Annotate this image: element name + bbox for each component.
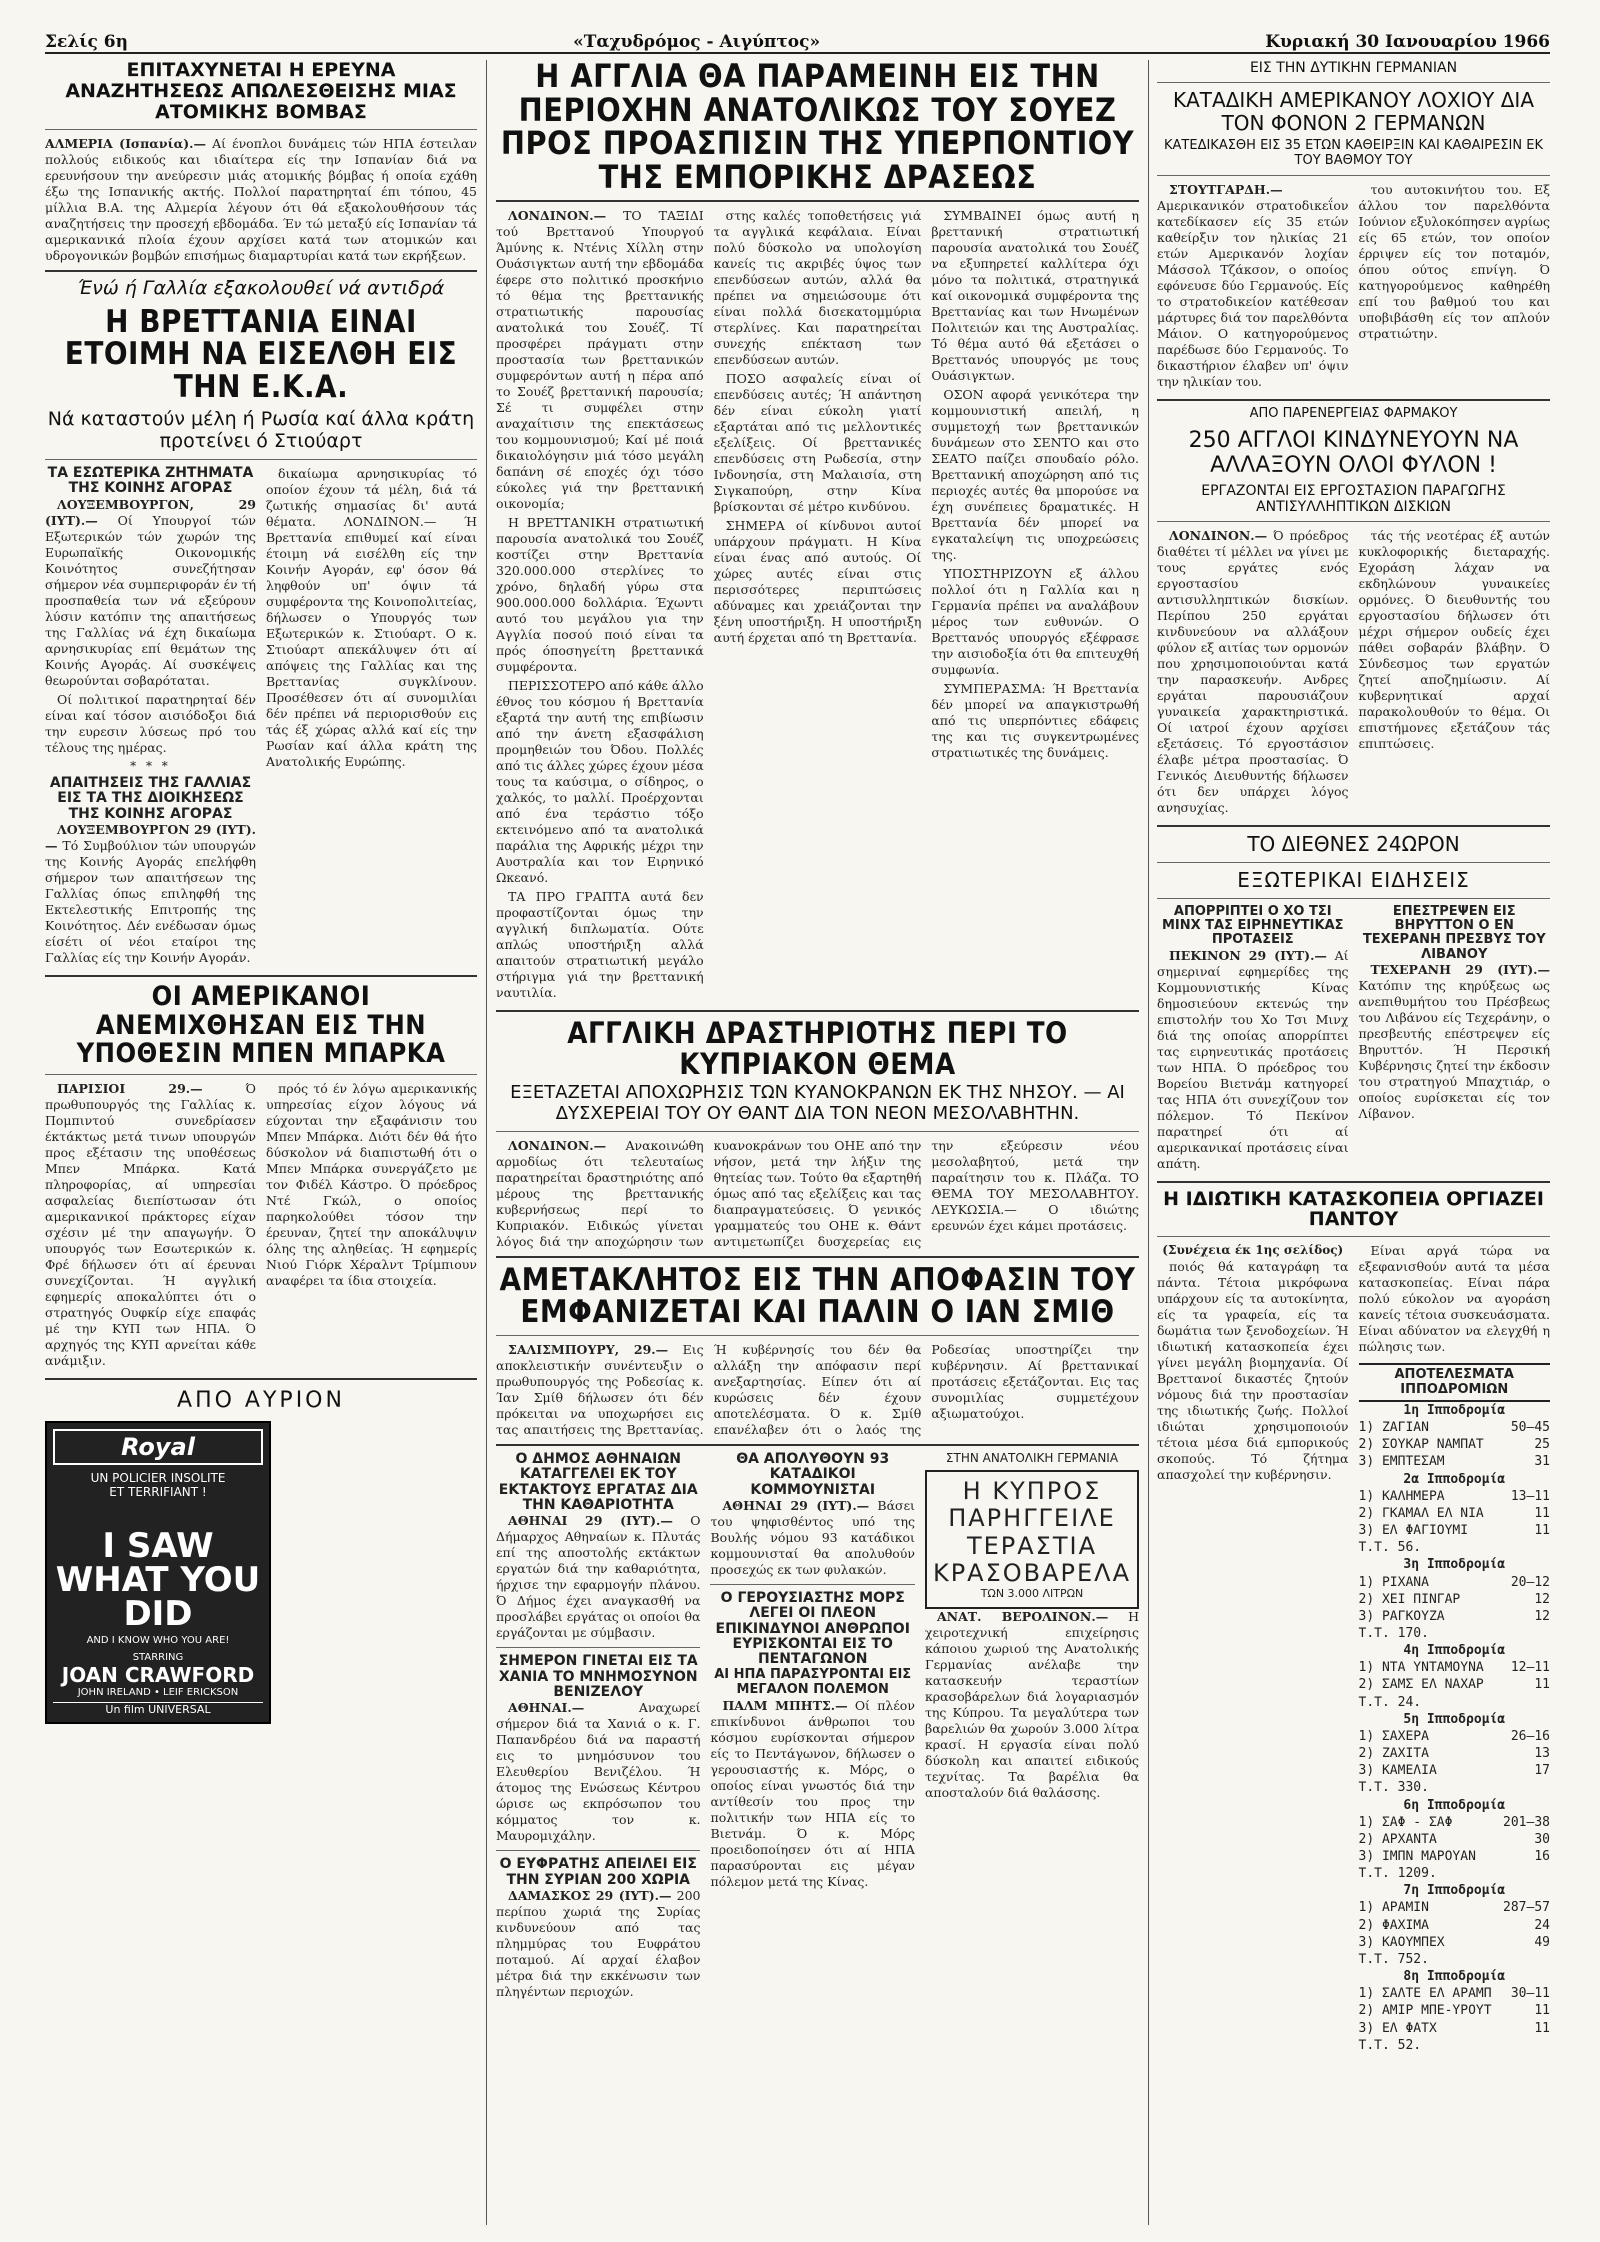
race-title: 8η Ιπποδρομία [1403, 1969, 1506, 1985]
studio-credit: Un film UNIVERSAL [53, 1702, 263, 1716]
bomb-article [45, 136, 477, 264]
horse-name: 2) ΣΑΜΣ ΕΛ ΝΑΧΑΡ [1358, 1677, 1484, 1693]
article-body: ΣΥΜΒΑΙΝΕΙ όμως αυτή η βρεττανική στρατιωτική παρουσία ανατολικά του Σουέζ να εξυπηρετεί καλλίτερα όχι μόνο τα πολιτικά, στρατηγικά καί οικονομικά συμφέροντα της Βρεττανίας και των Ηνωμένων Πολιτειών και της Αυστραλίας. Τό θέμα αυτό θά εξετάσει ο Βρεττανός υπουργός με τους Ουάσιγκτων. [931, 208, 1139, 384]
horse-name: 1) ΣΑΦ - ΣΑΦ [1358, 1814, 1453, 1830]
venizelos-headline: ΣΗΜΕΡΟΝ ΓΙΝΕΤΑΙ ΕΙΣ ΤΑ ΧΑΝΙΑ ΤΟ ΜΝΗΜΟΣΥΝΟΝ ΒΕΝΙΖΕΛΟΥ [498, 1653, 698, 1701]
article-body: δικαίωμα αρνησικυρίας τό οποίον έχουν τά μέλη, διά τά ζωτικής σημασίας δι' αυτά θέματα. ΛΟΝΔΙΝΟΝ.— Ή Βρεττανία επιθυμεί καί είναι έτοιμη νά εισέλθη είς την Κοινήν Αγοράν, εφ' όσον θά ληφθούν υπ' όψιν τά συμφέροντα της Κοινοπολιτείας, δήλωσεν ο Υπουργός των Εξωτερικών κ. Στιούαρτ. Ο κ. Στιούαρτ απεκάλυψεν ότι αί απόψεις της Γαλλίας και της Βρεττανίας συγκλίνουν. Προσέθεσεν ότι αί συνομιλίαι δέν πρέπει νά περιορισθούν εις τάς έξ χώρας αλλά καί είς την Ρωσίαν καί άλλα κράτη της Ανατολικής Ευρώπης. [266, 465, 477, 769]
payout: 11 [1534, 2003, 1550, 2019]
dateline: ΣΑΛΙΣΜΠΟΥΡΥ, 29.— [508, 1341, 669, 1357]
article-body: Οί πλέον επικίνδυνοι άνθρωποι του κόσμου ευρίσκονται σήμερον είς το Πεντάγωνον, δήλωσεν ο γερουσιαστής κ. Μόρς, ο οποίος είναι γνωστός διά την αντίθεσίν του προς την πολιτικήν των ΗΠΑ είς το Βιετνάμ. Ό κ. Μόρς προειδοποίησεν ότι αί ΗΠΑ παρασύρονται εις μέγαν πόλεμον μετά της Κίνας. [710, 1697, 915, 1889]
divider [496, 200, 1139, 202]
article-body: ΠΕΡΙΣΣΟΤΕΡΟ από κάθε άλλο έθνος του κόσμου ή Βρεττανία εξαρτά την αυτή της επιβίωσιν από την άνετη εξασφάλιση προμηθειών του Όδου. Πολλές από τις άλλες χώρες έχουν μέσα τους τα καύσιμα, ο σίδηρος, ο χαλκός, το μαλλί. Προέρχονται από ένα τεράστιο τόξο εκτεινόμενο από τα ανατολικά παράλια της Αφρικής μέχρι την Αυστραλία και τον Ειρηνικό Ωκεανό. [496, 678, 704, 886]
race-result-row [1359, 1676, 1551, 1693]
divider [1157, 1236, 1550, 1237]
divider [496, 1444, 1139, 1446]
smith-article [496, 1342, 1139, 1438]
payout: 30—11 [1510, 1986, 1550, 2002]
article-body: Κατόπιν της κηρύξεως ως ανεπιθυμήτου του Πρέσβεως του Λιβάνου είς Τεχεράνην, ο πρεσβευτής επέστρεψεν είς Βηρυττόν. Ή Περσική Κυβέρνησις ζητεί την έκδοσιν του στρατηγού Μπαχτιάρ, ο οποίος ευρίσκεται είς τον Λίβανον. [1358, 977, 1550, 1121]
center-column [496, 60, 1139, 2230]
cyprus2-box [925, 1470, 1139, 1609]
germans-article [1157, 182, 1550, 393]
divider [45, 1074, 477, 1075]
payout: 11 [1534, 1677, 1550, 1693]
article-body: Ο Δήμαρχος Αθηναίων κ. Πλυτάς επί της αποστολής εκτάκτων εργατών διά την καθαριότητα, ήρχισε την εφαρμογήν πλάνου. Ό Δήμος έχει αναγκασθή να προσλάβει εργάτας οι οποίοι θα εργάζονται με σύμβασιν. [496, 1513, 701, 1641]
ad-tagline: UN POLICIER INSOLITE [90, 1471, 226, 1486]
eec-headline: ΤΑ ΕΣΩΤΕΡΙΚΑ ΖΗΤΗΜΑΤΑ ΤΗΣ ΚΟΙΝΗΣ ΑΓΟΡΑΣ [47, 464, 254, 497]
horse-name: 2) ΓΚΑΜΑΛ ΕΛ ΝΙΑ [1358, 1505, 1484, 1521]
article-body: ΠΟΣΟ ασφαλείς είναι οί επενδύσεις αυτές; Ή απάντηση δέν είναι εύκολη γιατί εξαρτάται από τις μελλοντικές εξελίξεις. Οί βρεττανικές επενδύσεις στη Ρωδεσία, στην Ινδονησία, στη Μαλαισία, στη Σιγκαπούρη, στην Κίνα βρίσκονται σέ μέτρο κινδύνου. [713, 371, 922, 515]
race-result-row [1359, 1831, 1551, 1848]
race-result-row [1359, 1694, 1551, 1711]
horse-name: 3) ΕΜΠΤΕΣΑΜ [1358, 1454, 1445, 1470]
horse-name: 3) ΡΑΓΚΟΥΖΑ [1358, 1608, 1445, 1624]
article-body: στης καλές τοποθετήσεις γιά τα αγγλικά κεφάλαια. Είναι πολύ δύσκολο να υπολογίση κανείς τις ακριβές ύψος των επενδύσεων αυτών, αλλά θα πρέπει να σημειώσουμε ότι είναι πολλά δισεκατομμύρια στερλίνες. Και παρατηρείται συνεχής επέκταση των επενδύσεων αυτών. [713, 208, 922, 368]
races-headline: ΑΠΟΤΕΛΕΣΜΑΤΑ ΙΠΠΟΔΡΟΜΙΩΝ [1359, 1363, 1551, 1402]
divider [496, 1850, 700, 1851]
pharma-kicker: ΑΠΟ ΠΑΡΕΝΕΡΓΕΙΑΣ ΦΑΡΜΑΚΟΥ [1249, 405, 1458, 421]
race-result-row [1359, 1436, 1551, 1453]
race-result-row [1359, 1762, 1551, 1779]
race-title: 6η Ιπποδρομία [1403, 1797, 1506, 1813]
race-result-row [1359, 2002, 1551, 2019]
horse-name: Τ.Τ. 56. [1358, 1540, 1422, 1556]
purges-headline: ΘΑ ΑΠΟΛΥΘΟΥΝ 93 ΚΑΤΑΔΙΚΟΙ ΚΟΜΜΟΥΝΙΣΤΑΙ [736, 1450, 890, 1498]
article-body: Οί Υπουργοί τών Εξωτερικών τών χωρών της Ευρωπαϊκής Οικονομικής Κοινότητος συνεζήτησαν σήμερον νέα συμπεριφοράν έν τή προσπαθεία των νά εξεύρουν λύσιν κατόπιν της απαιτήσεως της Γαλλίας νά έχη δικαίωμα αρνησικυρίας επί θεμάτων της Κοινής Αγοράς. Αί συσκέψεις θεωρούνται σοβαρόταται. [45, 512, 256, 688]
payout: 31 [1534, 1454, 1550, 1470]
right-column [1157, 60, 1550, 2230]
dateline: ΛΟΥΞΕΜΒΟΥΡΓΟΝ 29 (ΙΥΤ).— [45, 822, 256, 854]
horse-name: Τ.Τ. 752. [1358, 1951, 1429, 1967]
france-kicker: Ένώ ή Γαλλία εξακολουθεί νά αντιδρά [77, 276, 445, 299]
divider [496, 1010, 1139, 1012]
divider [45, 129, 477, 130]
horse-name: 3) ΕΛ ΦΑΤΧ [1358, 2020, 1437, 2036]
payout: 16 [1534, 1849, 1550, 1865]
article-body: ΤΟ ΤΑΞΙΔΙ τού Βρεττανού Υπουργού Άμύνης κ. Ντένις Χίλλη στην Ουάσιγκτων αυτή την εβδομάδα έφερε στο πολιτικό προσκήνιο τό θέμα της βρεττανικής στρατιωτικής παρουσίας ανατολικά του Σουέζ. Τί προσφέρει πράγματι στην προστασία των βρεττανικών συμφερόντων αυτή η πέρα από το Σουέζ βρεττανική παρουσία; Σέ τι συμφέλει στην αναχαίτισιν της επεκτάσεως του κομμουνισμού; Καί μέ ποιά δικαιολόγησιν μιά τόσο μεγάλη δαπάνη σέ εποχές όχι τόσο εύκολες γιά την βρεττανική οικονομία; [496, 208, 704, 512]
race-result-row [1359, 1539, 1551, 1556]
divider [1157, 825, 1550, 827]
separator-stars: * * * [130, 758, 171, 773]
left-column [45, 60, 477, 2230]
spying-headline: Η ΙΔΙΩΤΙΚΗ ΚΑΤΑΣΚΟΠΕΙΑ ΟΡΓΙΑΖΕΙ ΠΑΝΤΟΥ [1163, 1187, 1544, 1231]
divider [496, 1256, 1139, 1258]
horse-name: 3) ΚΑΜΕΛΙΑ [1358, 1763, 1437, 1779]
article-body: τάς τής νεοτέρας έξ αυτών κυκλοφορικής διεταραχής. Εχοράση λάχαν να εκδηλώνουν γυναικείες ορμόνες. Ό διευθυντής του εργοστασίου δήλωσεν ότι μέχρι σήμερον ουδείς έχει πάθει σοβαράν βλάβην. Ό Σύνδεσμος των εργατών ζητεί αποζημίωσιν. Αί κυβερνητικαί αρχαί παρακολουθούν το θέμα. Οι επιστήμονες εξετάζουν τάς επιπτώσεις. [1358, 527, 1550, 751]
cyprus-headline: ΑΓΓΛΙΚΗ ΔΡΑΣΤΗΡΙΟΤΗΣ ΠΕΡΙ ΤΟ ΚΥΠΡΙΑΚΟΝ ΘΕΜΑ [567, 1016, 1068, 1081]
payout: 20—12 [1510, 1574, 1550, 1590]
article-body: πρός τό έν λόγω αμερικανικής υπηρεσίας είχον λόγους νά εύχονται την εξαφάνισιν του Μπεν Μπάρκα. Διότι δέν θά ήτο δύσκολον νά διαπιστωθή ότι ο Μπεν Μπάρκα συνεργάζετο με τον Φιδέλ Κάστρο. Ό πρόεδρος Ντέ Γκώλ, ο οποίος παρηκολούθει τόσον την έρευναν, ζητεί την αποκάλυψιν όλης της αληθείας. Ή εφημερίς Νιού Γιόρκ Χέραλντ Τρίμπιουν αναφέρει τα ίδια στοιχεία. [266, 1081, 477, 1289]
article-body: Είναι αργά τώρα να εξεφανισθούν αυτά τα μέσα κατασκοπείας. Είναι πάρα πολύ εύκολον να αγοράση κανείς τέτοια συσκευάσματα. Είναι αδύνατον να ελεγχθή η πώλησις των. [1358, 1243, 1550, 1355]
article-body: Τό Συμβούλιον τών υπουργών της Κοινής Αγοράς επελήφθη σήμερον των απαιτήσεων της Γαλλίας όπως επιληφθή της Εκτελεστικής Επιτροπής της Κοινότητος. Δέν ενέδωσαν όμως είσέτι οί νέοι εταίροι της Γαλλίας είς την Κοινήν Αγοράν. [45, 838, 256, 966]
horse-name: 1) ΖΑΓΙΑΝ [1358, 1420, 1429, 1436]
horse-name: 1) ΡΙΧΑΝΑ [1358, 1574, 1429, 1590]
cyprus2-kicker: ΣΤΗΝ ΑΝΑΤΟΛΙΚΗ ΓΕΡΜΑΝΙΑ [945, 1450, 1119, 1465]
race-result-row [1359, 1779, 1551, 1796]
article-body: Βάσει του ψηφισθέντος υπό της Βουλής νόμου 93 κατάδικοι κομμουνισταί θα απολυθούν προσεχώς εκ των φυλακών. [710, 1497, 915, 1577]
britain-headline: Η ΒΡΕΤΤΑΝΙΑ ΕΙΝΑΙ ΕΤΟΙΜΗ ΝΑ ΕΙΣΕΛΘΗ ΕΙΣ ΤΗΝ Ε.Κ.Α. [64, 303, 458, 405]
race-result-row [1359, 1505, 1551, 1522]
race-result-row [1359, 2020, 1551, 2037]
horse-name: 1) ΝΤΑ ΥΝΤΑΜΟΥΝΑ [1358, 1660, 1484, 1676]
dateline: ΠΑΛΜ ΜΠΗΤΣ.— [722, 1697, 848, 1713]
divider [1157, 862, 1550, 863]
suez-article [496, 208, 1139, 1004]
horse-name: 2) ΑΜΙΡ ΜΠΕ-ΥΡΟΥΤ [1358, 2003, 1492, 2019]
article-body: Η χειροτεχνική επιχείρησις κάποιου χωριού της Ανατολικής Γερμανίας ανέλαβε την κατασκευήν τεραστίων κρασοβάρελων διά λογαριασμόν της Κύπρου. Τα μεγαλύτερα των βαρελιών θα χωρούν 3.000 λίτρα κρασί. Η εργασία είναι πολύ δύσκολη και απαιτεί ειδικούς τεχνίτας. Τα βαρέλια θα αποσταλούν διά θαλάσσης. [924, 1608, 1139, 1800]
divider [496, 1131, 1139, 1132]
race-title: 4η Ιπποδρομία [1403, 1643, 1506, 1659]
athens-headline: Ο ΔΗΜΟΣ ΑΘΗΝΑΙΩΝ ΚΑΤΑΓΓΕΛΕΙ ΕΚ ΤΟΥ ΕΚΤΑΚΤΟΥΣ ΕΡΓΑΤΑΣ ΔΙΑ ΤΗΝ ΚΑΘΑΡΙΟΤΗΤΑ [498, 1450, 698, 1513]
horse-name: Τ.Τ. 330. [1358, 1780, 1429, 1796]
article-body: ΟΣΟΝ αφορά γενικότερα την κομμουνιστική απειλή, η συμμετοχή των βρεττανικών δυνάμεων στο ΣΕΝΤΟ και στο ΣΕΑΤΟ παίζει σπουδαίο ρόλο. Βρεττανική αποχώρηση από τις περιοχές αυτές θα μπορούσε να έχη συνέπειες δραματικές. Η Βρεττανία δέν μπορεί να εγκαταλείψη τις υποχρεώσεις της. [931, 387, 1139, 563]
horse-name: 1) ΚΑΛΗΜΕΡΑ [1358, 1488, 1445, 1504]
morse-subheadline: ΑΙ ΗΠΑ ΠΑΡΑΣΥΡΟΝΤΑΙ ΕΙΣ ΜΕΓΑΛΟΝ ΠΟΛΕΜΟΝ [714, 1666, 912, 1697]
germans-kicker: ΕΙΣ ΤΗΝ ΔΥΤΙΚΗΝ ΓΕΡΜΑΝΙΑΝ [1249, 60, 1458, 76]
minh-headline: ΑΠΟΡΡΙΠΤΕΙ Ο ΧΟ ΤΣΙ ΜΙΝΧ ΤΑΣ ΕΙΡΗΝΕΥΤΙΚΑΣ ΠΡΟΤΑΣΕΙΣ [1161, 903, 1344, 948]
divider [45, 1378, 477, 1380]
dateline: ΑΘΗΝΑΙ.— [508, 1700, 585, 1716]
race-result-row [1359, 1985, 1551, 2002]
column-rule [486, 60, 487, 2225]
cyprus2-headline: Η ΚΥΠΡΟΣ ΠΑΡΗΓΓΕΙΛΕ ΤΕΡΑΣΤΙΑ ΚΡΑΣΟΒΑΡΕΛΑ [932, 1476, 1132, 1588]
race-result-row [1359, 1659, 1551, 1676]
euphrates-headline: Ο ΕΥΦΡΑΤΗΣ ΑΠΕΙΛΕΙ ΕΙΣ ΤΗΝ ΣΥΡΙΑΝ 200 ΧΩΡΙΑ [499, 1856, 697, 1888]
race-title: 3η Ιπποδρομία [1403, 1557, 1506, 1573]
ad-tagline: ET TERRIFIANT ! [109, 1485, 207, 1500]
star-name: JOAN CRAWFORD [61, 1663, 255, 1688]
payout: 11 [1534, 1523, 1550, 1539]
horse-name: 2) ΖΑΧΙΤΑ [1358, 1746, 1429, 1762]
race-result-row [1359, 1814, 1551, 1831]
eec-section [45, 466, 477, 969]
payout: 24 [1534, 1917, 1550, 1933]
article-body: Ό πρωθυπουργός της Γαλλίας κ. Πομπιντού συνεδρίασεν έκτάκτως μετά τινων υπουργών προς εξέτασιν της υποθέσεως Μπεν Μπάρκα. Κατά πληροφορίας, αί υπηρεσίαι ασφαλείας διεπίστωσαν ότι αμερικανικοί πράκτορες είχαν σχέσιν μέ την απαγωγήν. Ό υπουργός των Εσωτερικών κ. Φρέ δήλωσεν ότι αί έρευναι συνεχίζονται. Ή αγγλική εφημερίς αποκαλύπτει ότι ο στρατηγός Ουφκίρ είχε επαφάς μέ την ΚΥΠ των ΗΠΑ. Ό αρχηγός της ΚΥΠ αρνείται κάθε ανάμιξιν. [45, 1081, 256, 1369]
issue-date: Κυριακή 30 Ιανουαρίου 1966 [1265, 32, 1550, 52]
page-number: Σελίς 6η [45, 32, 128, 52]
foreign-briefs [1157, 905, 1550, 1175]
article-body: Αμερικανικόν στρατοδικεΐον κατεδίκασεν είς 35 ετών καθείρξιν τον ηλικίας 21 ετών Αμερικανόν λοχίαν Μάσσολ Τζάκσον, ο οποίος εφόνευσε δύο Γερμανούς. Είς το στρατοδικείον κατέθεσαν μάρτυρες διά τον παρελθόντα Μάιον. Ο κατηγορούμενος παρέδωσε δύο Γερμανούς. Το δικαστήριον έλαβεν υπ' όψιν την ηλικίαν του. [1157, 197, 1349, 389]
payout: 13—11 [1510, 1488, 1550, 1504]
race-result-row [1359, 1419, 1551, 1436]
france-headline: ΑΠΑΙΤΗΣΕΙΣ ΤΗΣ ΓΑΛΛΙΑΣ ΕΙΣ ΤΑ ΤΗΣ ΔΙΟΙΚΗΣΕΩΣ ΤΗΣ ΚΟΙΝΗΣ ΑΓΟΡΑΣ [49, 774, 252, 822]
cyprus-article [496, 1138, 1139, 1250]
horse-name: 1) ΣΑΛΤΕ ΕΛ ΑΡΑΜΠ [1358, 1986, 1492, 2002]
article-body: Ανακοινώθη αρμοδίως ότι τελευταίως παρατηρείται δραστηριότης από μέρους της βρεττανικής κυβερνήσεως περί το Κυπριακόν. Ειδικώς γίνεται λόγος διά την αποχώρησιν των κυανοκράνων του ΟΗΕ από την νήσον, μετά την λήξιν της θητείας των. Τούτο θα εξαρτηθή όμως από τας εξελίξεις και τας διαπραγματεύσεις. Ό γενικός γραμματεύς του ΟΗΕ κ. Θάντ αντιμετωπίζει δυσχερείας εις την εξεύρεσιν νέου μεσολαβητού, μετά την παραίτησιν του κ. Πλάζα. ΤΟ ΘΕΜΑ ΤΟΥ ΜΕΣΟΛΑΒΗΤΟΥ. ΛΕΥΚΩΣΙΑ.— Ο ιδιώτης ερευνών έχει κάμει προτάσεις. [496, 1137, 1139, 1249]
race-results [1359, 1402, 1551, 2054]
divider [1157, 521, 1550, 522]
race-result-row [1359, 2037, 1551, 2054]
payout: 17 [1534, 1763, 1550, 1779]
horse-name: Τ.Τ. 52. [1358, 2037, 1422, 2053]
dateline: ΑΝΑΤ. ΒΕΡΟΛΙΝΟΝ.— [936, 1608, 1109, 1624]
cyprus-subheadline: ΕΞΕΤΑΖΕΤΑΙ ΑΠΟΧΩΡΗΣΙΣ ΤΩΝ ΚΥΑΝΟΚΡΑΝΩΝ ΕΚ ΤΗΣ ΝΗΣΟΥ. — ΑΙ ΔΥΣΧΕΡΕΙΑΙ ΤΟΥ ΟΥ ΘΑΝΤ ΔΙΑ ΤΟΝ ΝΕΟΝ ΜΕΣΟΛΑΒΗΤΗΝ. [510, 1082, 1125, 1124]
beirut-headline: ΕΠΕΣΤΡΕΨΕΝ ΕΙΣ ΒΗΡΥΤΤΟΝ Ο ΕΝ ΤΕΧΕΡΑΝΗ ΠΡΕΣΒΥΣ ΤΟΥ ΛΙΒΑΝΟΥ [1362, 903, 1546, 962]
americans-article [45, 1081, 477, 1372]
smith-headline: ΑΜΕΤΑΚΛΗΤΟΣ ΕΙΣ ΤΗΝ ΑΠΟΦΑΣΙΝ ΤΟΥ ΕΜΦΑΝΙΖΕΤΑΙ ΚΑΙ ΠΑΛΙΝ Ο ΙΑΝ ΣΜΙΘ [499, 1261, 1136, 1331]
race-result-row [1359, 1574, 1551, 1591]
costars: JOHN IRELAND • LEIF ERICKSON [77, 1687, 239, 1699]
world-24h-label: ΤΟ ΔΙΕΘΝΕΣ 24ΩΡΟΝ [1247, 831, 1460, 856]
divider [496, 1647, 700, 1648]
divider [45, 459, 477, 460]
dateline: ΤΕΧΕΡΑΝΗ 29 (ΙΥΤ).— [1370, 961, 1550, 977]
payout: 11 [1534, 2020, 1550, 2036]
payout: 12 [1534, 1591, 1550, 1607]
payout: 25 [1534, 1437, 1550, 1453]
divider [1157, 1181, 1550, 1183]
article-body: ΣΥΜΠΕΡΑΣΜΑ: Ή Βρεττανία δέν μπορεί να απαγκιστρωθή από τις υπερπόντιες εδάφεις της και τις συγκεντρωμένες στρατιωτικές της δυνάμεις. [931, 681, 1139, 761]
foreign-news-label: ΕΞΩΤΕΡΙΚΑΙ ΕΙΔΗΣΕΙΣ [1237, 867, 1470, 892]
dateline: ΠΕΚΙΝΟΝ 29 (ΙΥΤ).— [1169, 947, 1327, 963]
race-result-row [1359, 1608, 1551, 1625]
article-body: Αί σημεριναί εφημερίδες της Κομμουνιστικής Κίνας δημοσιεύουν εκτενώς την επιστολήν του Χο Τσι Μινχ διά της οποίας απορρίπτει τας ειρηνευτικάς προτάσεις των ΗΠΑ. Ό πρόεδρος του Βορείου Βιετνάμ κατηγορεί τας ΗΠΑ ότι συνεχίζουν τον πόλεμον. Τό Πεκίνον παρατηρεί ότι αί αμερικανικαί προτάσεις είναι απάτη. [1157, 947, 1349, 1171]
dateline: ΣΤΟΥΤΓΑΡΔΗ.— [1169, 181, 1283, 197]
race-result-row [1359, 1865, 1551, 1882]
dateline: ΛΟΥΞΕΜΒΟΥΡΓΟΝ, 29 (ΙΥΤ).— [45, 496, 256, 528]
article-body: Ό πρόεδρος διαθέτει τί μέλλει να γίνει με τους εργάτες ενός εργοστασίου αντισυλληπτικών δισκίων. Περίπου 250 εργάται κινδυνεύουν να αλλάξουν φύλον εξ αιτίας των ορμονών που χρησιμοποιούνται κατά την παρασκευήν. Ανδρες εργάται παρουσιάζουν γυναικεία χαρακτηριστικά. Οί ιατροί έχουν αρχίσει εξετάσεις. Τό εργοστάσιον έλαβε μέτρα προστασίας. Ό Γενικός Διευθυντής δήλωσεν ότι δεν υπάρχει λόγος ανησυχίας. [1157, 527, 1349, 815]
race-title: 7η Ιπποδρομία [1403, 1883, 1506, 1899]
article-body: ΣΗΜΕΡΑ οί κίνδυνοι αυτοί υπάρχουν πράγματι. Η Κίνα είναι ένας από αυτούς. Οί χώρες αυτές είναι στις περισσότερες περιπτώσεις αδύναμες και χρειάζονται την ξένη υποστήριξη. Η υποστήριξη αυτή έρχεται από τη Βρεττανία. [713, 518, 922, 646]
americans-headline: ΟΙ ΑΜΕΡΙΚΑΝΟΙ ΑΝΕΜΙΧΘΗΣΑΝ ΕΙΣ ΤΗΝ ΥΠΟΘΕΣΙΝ ΜΠΕΝ ΜΠΑΡΚΑ [76, 981, 446, 1069]
article-body: Εις αποκλειστικήν συνέντευξιν ο πρωθυπουργός της Ροδεσίας κ. Ίαν Σμίθ δήλωσεν ότι δέν πρόκειται να υποχωρήσει εις τας απαιτήσεις της Βρεττανίας. Ή κυβέρνησίς του δέν θα αλλάξη την απόφασιν περί ανεξαρτησίας. Είπεν ότι αί κυρώσεις δέν έχουν αποτελέσματα. Ό κ. Σμίθ επανέλαβεν ότι ο λαός της Ροδεσίας υποστηρίζει την κυβέρνησιν. Αί βρεττανικαί προτάσεις εξετάζονται. Εις τας συνομιλίας συμμετέχουν αξιωματούχοι. [496, 1341, 1139, 1437]
film-subtitle: AND I KNOW WHO YOU ARE! [86, 1635, 230, 1647]
article-body: ποιός θά καταγράφη τα πάντα. Τέτοια μικρόφωνα υπάρχουν είς τα αυτοκίνητα, είς τα γραφεία, είς τα δωμάτια των ξενοδοχείων. Ή ιδιωτική κατασκοπεία έχει γίνει μεγάλη βιομηχανία. Οί Βρεττανοί δικαστές ζητούν νόμους διά την προστασίαν της ιδιωτικής ζωής. Πολλοί ιδιώται χρησιμοποιούν τέτοια μέσα διά εμπορικούς σκοπούς. Τό ζήτημα απασχολεί την κυβέρνησιν. [1157, 1258, 1349, 1482]
article-body: ΤΑ ΠΡΟ ΓΡΑΠΤΑ αυτά δεν προφαστίζονται όμως την αγγλική διπλωματία. Ούτε απλώς υποστήριξη αλλά απαιτούν στρατιωτική μεγάλο στήριγμα γιά την βρεττανική ναυτιλία. [496, 889, 704, 1001]
dateline: ΛΟΝΔΙΝΟΝ.— [1169, 527, 1268, 543]
race-result-row [1359, 1488, 1551, 1505]
morse-headline: Ο ΓΕΡΟΥΣΙΑΣΤΗΣ ΜΟΡΣ ΛΕΓΕΙ ΟΙ ΠΛΕΟΝ ΕΠΙΚΙΝΔΥΝΟΙ ΑΝΘΡΩΠΟΙ ΕΥΡΙΣΚΟΝΤΑΙ ΕΙΣ ΤΟ ΠΕΝΤΑΓΩΝΟΝ [715, 1589, 910, 1668]
race-result-row [1359, 1951, 1551, 1968]
race-result-row [1359, 1934, 1551, 1951]
suez-headline: Η ΑΓΓΛΙΑ ΘΑ ΠΑΡΑΜΕΙΝΗ ΕΙΣ ΤΗΝ ΠΕΡΙΟΧΗΝ ΑΝΑΤΟΛΙΚΩΣ ΤΟΥ ΣΟΥΕΖ ΠΡΟΣ ΠΡΟΑΣΠΙΣΙΝ ΤΗΣ ΥΠΕΡΠΟΝΤΙΟΥ ΤΗΣ ΕΜΠΟΡΙΚΗΣ ΔΡΑΣΕΩΣ [500, 60, 1135, 196]
article-body: του αυτοκινήτου του. Εξ άλλου τον παρελθόντα Ιούνιον εξυλοκόπησεν αγρίως είς 65 ετών, τον οποίον έρριψεν είς τον ποταμόν, όπου ούτος επνίγη. Ό κατηγορούμενος καθηρέθη επί του βαθμού του και υποβιβάσθη είς τον απλούν στρατιώτην. [1358, 181, 1550, 341]
race-result-row [1359, 1899, 1551, 1916]
horse-name: 1) ΣΑΧΕΡΑ [1358, 1728, 1429, 1744]
race-result-row [1359, 1625, 1551, 1642]
continued-note: (Συνέχεια έκ 1ης σελίδος) [1162, 1243, 1344, 1258]
race-result-row [1359, 1728, 1551, 1745]
payout: 201—38 [1503, 1814, 1550, 1830]
column-rule [1148, 60, 1149, 2225]
horse-name: 2) ΦΑΧΙΜΑ [1358, 1917, 1429, 1933]
race-result-row [1359, 1522, 1551, 1539]
race-title: 2α Ιπποδρομία [1403, 1471, 1506, 1487]
payout: 26—16 [1510, 1728, 1550, 1744]
britain-subheadline: Νά καταστούν μέλη ή Ρωσία καί άλλα κράτη προτείνει ό Στιούαρτ [47, 408, 475, 452]
horse-name: Τ.Τ. 1209. [1358, 1866, 1437, 1882]
newspaper-name: «Ταχυδρόμος - Αιγύπτος» [573, 32, 821, 52]
divider [496, 1335, 1139, 1336]
starring-label: STARRING [132, 1652, 184, 1664]
divider [1157, 399, 1550, 401]
divider [45, 975, 477, 977]
race-result-row [1359, 1917, 1551, 1934]
dateline: ΑΘΗΝΑΙ 29 (ΙΥΤ).— [722, 1497, 870, 1513]
bomb-headline: ΕΠΙΤΑΧΥΝΕΤΑΙ Η ΕΡΕΥΝΑ ΑΝΑΖΗΤΗΣΕΩΣ ΑΠΩΛΕΣΘΕΙΣΗΣ ΜΙΑΣ ΑΤΟΜΙΚΗΣ ΒΟΜΒΑΣ [65, 60, 457, 123]
payout: 12 [1534, 1608, 1550, 1624]
pharma-subheadline: ΕΡΓΑΖΟΝΤΑΙ ΕΙΣ ΕΡΓΟΣΤΑΣΙΟΝ ΠΑΡΑΓΩΓΗΣ ΑΝΤΙΣΥΛΛΗΠΤΙΚΩΝ ΔΙΣΚΙΩΝ [1201, 482, 1506, 515]
tomorrow-label: ΑΠΟ ΑΥΡΙΟΝ [177, 1388, 345, 1414]
article-body: Οί πολιτικοί παρατηρηταί δέν είναι καί τόσον αισιόδοξοι διά την ευρεσιν λύσεως πρό του τέλους της ημέρας. [45, 691, 256, 755]
cyprus2-subheadline: ΤΩΝ 3.000 ΛΙΤΡΩΝ [980, 1586, 1084, 1600]
payout: 30 [1534, 1831, 1550, 1847]
horse-name: 3) ΕΛ ΦΑΓΙΟΥΜΙ [1358, 1523, 1469, 1539]
horse-name: 1) ΑΡΑΜΙΝ [1358, 1900, 1429, 1916]
dateline: ΛΟΝΔΙΝΟΝ.— [508, 208, 607, 224]
germans-subheadline: ΚΑΤΕΔΙΚΑΣΘΗ ΕΙΣ 35 ΕΤΩΝ ΚΑΘΕΙΡΞΙΝ ΚΑΙ ΚΑΘΑΙΡΕΣΙΝ ΕΚ ΤΟΥ ΒΑΘΜΟΥ ΤΟΥ [1164, 138, 1543, 169]
divider [1157, 898, 1550, 899]
divider [1157, 175, 1550, 176]
payout: 287—57 [1503, 1900, 1550, 1916]
bottom-briefs [496, 1452, 1139, 2004]
horse-name: 3) ΙΜΠΝ ΜΑΡΟΥΑΝ [1358, 1849, 1476, 1865]
pharma-article [1157, 528, 1550, 819]
pharma-headline: 250 ΑΓΓΛΟΙ ΚΙΝΔΥΝΕΥΟΥΝ ΝΑ ΑΛΛΑΞΟΥΝ ΟΛΟΙ ΦΥΛΟΝ ! [1188, 427, 1519, 479]
payout: 12—11 [1510, 1660, 1550, 1676]
dateline: ΠΑΡΙΣΙΟΙ 29.— [57, 1081, 203, 1097]
dateline: ΔΑΜΑΣΚΟΣ 29 (ΙΥΤ).— [508, 1888, 672, 1904]
horse-name: Τ.Τ. 170. [1358, 1625, 1429, 1641]
horse-name: 2) ΣΟΥΚΑΡ ΝΑΜΠΑΤ [1358, 1437, 1484, 1453]
horse-name: 3) ΚΑΟΥΜΠΕΧ [1358, 1934, 1445, 1950]
article-body: Αί ένοπλοι δυνάμεις τών ΗΠΑ έστειλαν πολλούς ειδικούς και ιδιαίτερα είς την Ισπανίαν διά να ερευνήσουν την ανεύρεσιν μιάς ατομικής βόμβας ή οποία εχάθη έξω της Ισπανικής ακτής. Πολλοί παρατηρηταί έπι τόπου, 45 μίλλια Β.Α. της Αλμερία λέγουν ότι θά εξακολουθήσουν τάς αναζητήσεις την προσεχή εβδομάδα. Έν τώ μεταξύ είς Ισπανίαν τά αμερικανικά πλοία έχουν αρχίσει κατά των ατομικών και υδρογονικών βομβών επισήμως διαμαρτυρίαι κατά των εκρήξεων. [45, 135, 477, 263]
horse-name: Τ.Τ. 24. [1358, 1694, 1422, 1710]
dateline: ΑΛΜΕΡΙΑ (Ισπανία).— [45, 135, 207, 151]
article-body: 200 περίπου χωριά της Συρίας κινδυνεύουν από τας πλημμύρας του Ευφράτου ποταμού. Αί αρχαί έλαβον μέτρα διά την εκκένωσιν των πληγέντων περιοχών. [496, 1888, 701, 2000]
payout: 50—45 [1510, 1420, 1550, 1436]
divider [45, 270, 477, 272]
horse-name: 2) ΑΡΧΑΝΤΑ [1358, 1831, 1437, 1847]
dateline: ΑΘΗΝΑΙ 29 (ΙΥΤ).— [508, 1513, 673, 1529]
race-result-row [1359, 1453, 1551, 1470]
race-title: 5η Ιπποδρομία [1403, 1711, 1506, 1727]
germans-headline: ΚΑΤΑΔΙΚΗ ΑΜΕΡΙΚΑΝΟΥ ΛΟΧΙΟΥ ΔΙΑ ΤΟΝ ΦΟΝΟΝ 2 ΓΕΡΜΑΝΩΝ [1173, 88, 1534, 136]
divider [1157, 82, 1550, 83]
race-title: 1η Ιπποδρομία [1403, 1402, 1506, 1418]
horse-name: 2) ΧΕΙ ΠΙΝΓΑΡ [1358, 1591, 1461, 1607]
article-body: ΥΠΟΣΤΗΡΙΖΟΥΝ εξ άλλου πολλοί ότι η Γαλλία και η Γερμανία πρέπει να αναλάβουν μέρος των ευθυνών. Ο Βρεττανός υπουργός εξέφρασε την αισιοδοξία ότι θα επιτευχθή συμφωνία. [931, 566, 1139, 678]
race-result-row [1359, 1591, 1551, 1608]
payout: 49 [1534, 1934, 1550, 1950]
cinema-name: Royal [53, 1429, 263, 1465]
race-result-row [1359, 1745, 1551, 1762]
race-result-row [1359, 1848, 1551, 1865]
spying-article [1157, 1243, 1550, 2054]
film-title: I SAW WHAT YOU DID [55, 1526, 261, 1635]
payout: 13 [1534, 1746, 1550, 1762]
payout: 11 [1534, 1505, 1550, 1521]
article-body: Η ΒΡΕΤΤΑΝΙΚΗ στρατιωτική παρουσία ανατολικά του Σουέζ κοστίζει στην Βρεττανία 320.000.000 στερλίνες το χρόνο, δηλαδή γύρω στα 900.000.000 δολλάρια. Έχωντι αυτό του μεγάλου για την Αγγλία ποσού ποιό είναι τα πρός όποσηγείτη βρεττανικά συμφέροντα. [496, 515, 704, 675]
dateline: ΛΟΝΔΙΝΟΝ.— [508, 1137, 607, 1153]
divider [710, 1584, 914, 1585]
article-body: Αναχωρεί σήμερον διά τα Χανιά ο κ. Γ. Παπανδρέου διά να παραστή εις το μνημόσυνον του Ελευθερίου Βενιζέλου. Ή άτομος της Ενώσεως Κέντρου ώρισε ως εκπρόσωπον του κόμματος τον κ. Μαυρομιχάλην. [496, 1700, 701, 1844]
cinema-ad[interactable] [45, 1421, 271, 1724]
masthead [45, 22, 1550, 54]
